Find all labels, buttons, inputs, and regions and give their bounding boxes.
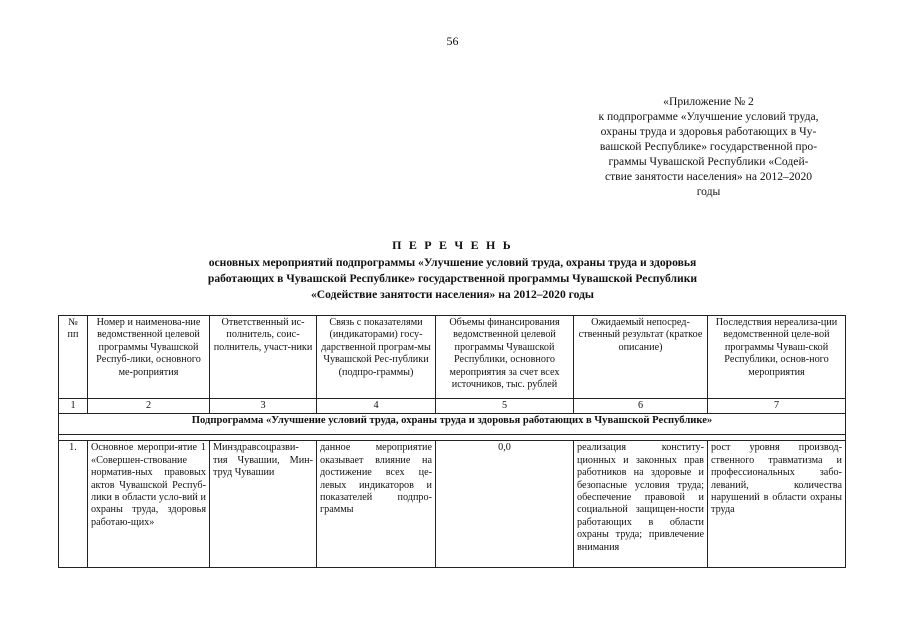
column-number: 1	[59, 399, 88, 414]
header-cell: Ответственный ис-полнитель, соис-полнитель, участ-ники	[210, 316, 317, 399]
non-implementation-consequences: рост уровня производ-ственного травматизма и профессиональных забо-леваний, количества нарушений в области охраны труда	[708, 441, 846, 568]
title-heading: П Е Р Е Ч Е Н Ь	[392, 238, 513, 252]
title-line: «Содействие занятости населения» на 2012–2020 годы	[310, 288, 594, 301]
table-header-row	[59, 316, 846, 399]
measure-name: Основное меропри-ятие 1 «Совершен-ствование норматив-ных правовых актов Чувашской Респуб-лики в области усло-вий и охраны труда, здоровья работаю-щих»	[88, 441, 210, 568]
header-cell: № пп	[59, 316, 88, 399]
appendix-line: ствие занятости населения» на 2012–2020	[604, 170, 813, 183]
appendix-line: к подпрограмме «Улучшение условий труда,	[598, 110, 819, 123]
appendix-line: граммы Чувашской Республики «Содей-	[608, 155, 809, 168]
subprogram-title: Подпрограмма «Улучшение условий труда, охраны труда и здоровья работающих в Чувашской Республике»	[59, 414, 846, 435]
appendix-line: годы	[696, 185, 721, 198]
header-cell: Ожидаемый непосред-ственный результат (краткое описание)	[574, 316, 708, 399]
table-row	[59, 441, 846, 568]
title-line: работающих в Чувашской Республике» государственной программы Чувашской Республики	[207, 272, 698, 285]
subprogram-row	[59, 414, 846, 435]
appendix-line: «Приложение № 2	[663, 95, 754, 108]
column-number: 6	[574, 399, 708, 414]
column-number: 7	[708, 399, 846, 414]
measures-table	[58, 315, 846, 568]
column-number: 2	[88, 399, 210, 414]
column-number: 5	[436, 399, 574, 414]
row-number: 1.	[59, 441, 88, 568]
page-number: 56	[446, 34, 459, 48]
appendix-reference	[565, 94, 852, 199]
column-number-row	[59, 399, 846, 414]
appendix-line: вашской Республике» государственной про-	[599, 140, 818, 153]
header-cell: Объемы финансирования ведомственной целевой программы Чувашской Республики, основного мероприятия за счет всех источников, тыс. рублей	[436, 316, 574, 399]
financing-amount: 0,0	[436, 441, 574, 568]
header-cell: Связь с показателями (индикаторами) госу-дарственной програм-мы Чувашской Рес-публики (подпро-граммы)	[317, 316, 436, 399]
header-cell: Номер и наименова-ние ведомственной целевой программы Чувашской Респуб-лики, основного ме-роприятия	[88, 316, 210, 399]
title-line: основных мероприятий подпрограммы «Улучшение условий труда, охраны труда и здоровья	[208, 256, 697, 269]
indicator-link: данное мероприятие оказывает влияние на достижение всех це-левых индикаторов и показателей подпро-граммы	[317, 441, 436, 568]
column-number: 3	[210, 399, 317, 414]
responsible-executor: Минздравсоцразви-тия Чувашии, Мин-труд Чувашии	[210, 441, 317, 568]
expected-result: реализация конститу-ционных и законных прав работников на здоровые и безопасные условия труда; обеспечение правовой и социальной защищен-ности работающих в области охраны труда; привлечение внимания	[574, 441, 708, 568]
document-title	[0, 238, 905, 303]
appendix-line: охраны труда и здоровья работающих в Чу-	[600, 125, 817, 138]
header-cell: Последствия нереализа-ции ведомственной целе-вой программы Чуваш-ской Республики, основ-ного мероприятия	[708, 316, 846, 399]
column-number: 4	[317, 399, 436, 414]
